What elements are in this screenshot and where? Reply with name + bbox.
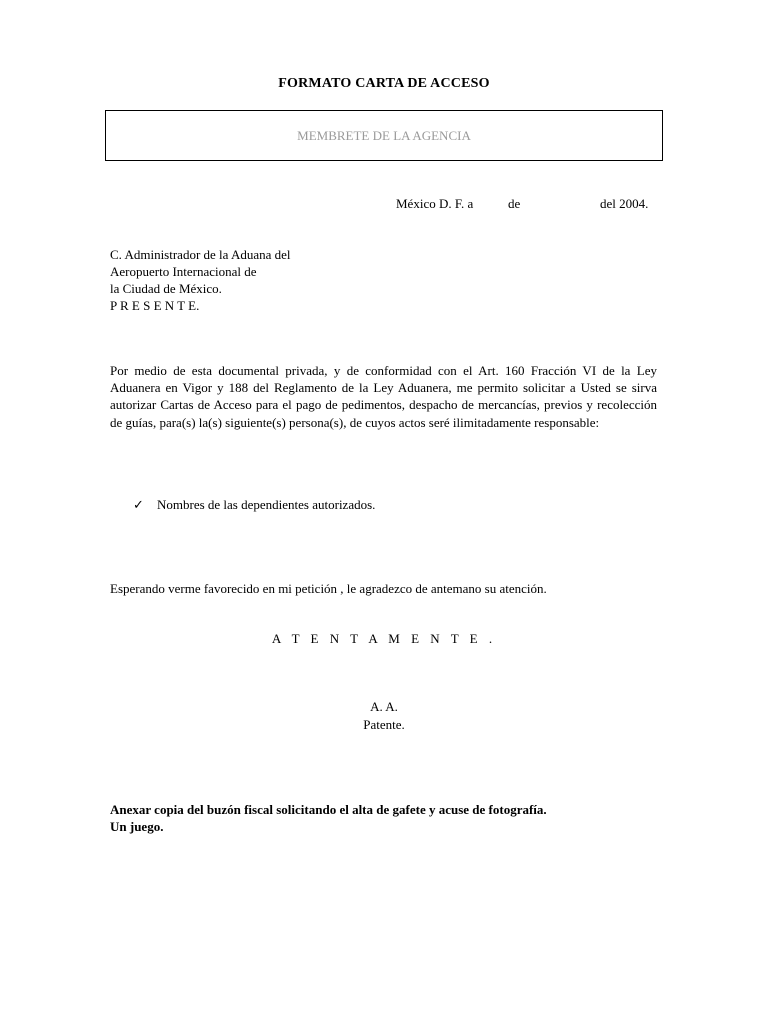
addressee-line: la Ciudad de México.: [110, 281, 222, 296]
closing-paragraph: Esperando verme favorecido en mi petición , le agradezco de antemano su atención.: [110, 581, 547, 596]
annex-line: Anexar copia del buzón fiscal solicitando el alta de gafete y acuse de fotografía.: [110, 802, 547, 817]
letterhead-box: [105, 110, 663, 161]
addressee-presente: P R E S E N T E.: [110, 298, 200, 313]
check-icon: ✓: [133, 497, 144, 512]
letterhead-placeholder: MEMBRETE DE LA AGENCIA: [297, 128, 471, 143]
addressee-line: Aeropuerto Internacional de: [110, 264, 257, 279]
date-de: de: [508, 196, 521, 211]
annex-note: [110, 801, 670, 835]
date-place: México D. F. a: [396, 196, 474, 211]
date-year: del 2004.: [600, 196, 649, 211]
salutation: A T E N T A M E N T E .: [271, 631, 497, 646]
document-title: FORMATO CARTA DE ACCESO: [278, 76, 490, 91]
annex-line: Un juego.: [110, 819, 164, 834]
bullet-text: Nombres de las dependientes autorizados.: [157, 497, 376, 512]
addressee-block: [110, 246, 291, 314]
signature-initials: A. A.: [370, 699, 398, 714]
bullet-item: [133, 497, 375, 513]
body-paragraph: Por medio de esta documental privada, y de conformidad con el Art. 160 Fracción VI de la Ley Aduanera en Vigor y 188 del Reglamento de la Ley Aduanera, me permito solicitar a Usted se sirva autorizar Cartas de Acceso para el pago de pedimentos, despacho de mercancías, previos y recolección de guías, para(s) la(s) siguiente(s) persona(s), de cuyos actos seré ilimitadamente responsable:: [110, 363, 657, 430]
signature-role: Patente.: [363, 717, 405, 732]
addressee-line: C. Administrador de la Aduana del: [110, 247, 291, 262]
